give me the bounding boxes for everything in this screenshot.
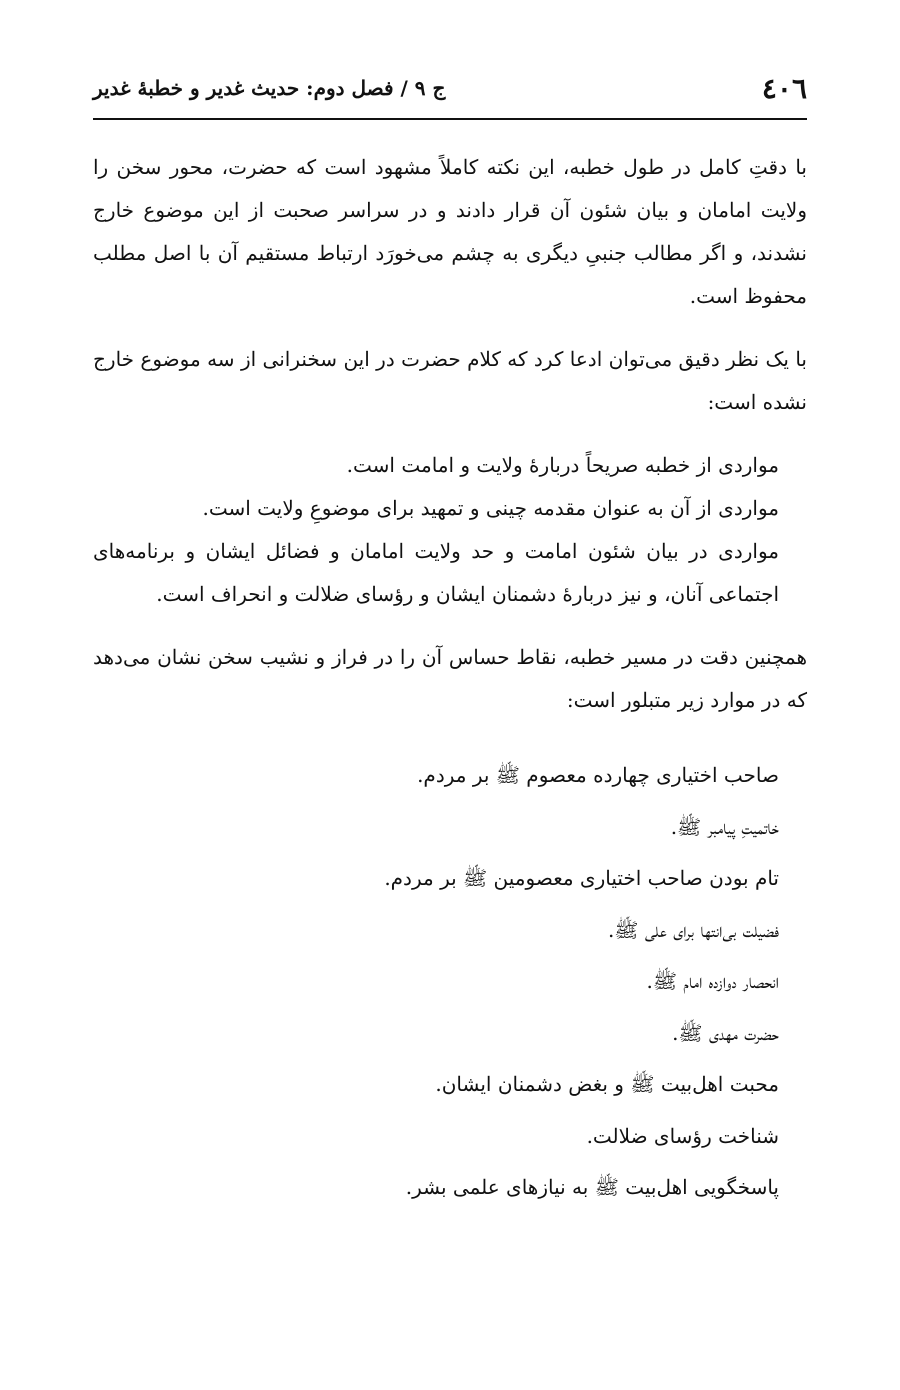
paragraph-key-points: همچنین دقت در مسیر خطبه، نقاط حساس آن را در فراز و نشیب سخن نشان می‌دهد که در موارد زیر متبلور است: — [93, 645, 807, 712]
paragraph-intro: با دقتِ کامل در طول خطبه، این نکته کاملاً مشهود است که حضرت، محور سخن را ولایت امامان و بیان شئون آن قرار دادند و در سراسر صحبت از این موضوع خارج نشدند، و اگر مطالب جنبیِ دیگری به چشم می‌خورَد ارتباط مستقیم آن با اصل مطلب محفوظ است. — [93, 155, 807, 308]
topics-list — [93, 444, 807, 616]
key-point-item: حضرت مهدی ﷺ. — [672, 1020, 779, 1045]
book-page — [93, 0, 807, 1390]
key-point-item: فضیلت بی‌انتها برای علی ﷺ. — [607, 917, 779, 942]
key-point-item: شناخت رؤسای ضلالت. — [586, 1123, 779, 1148]
page-header — [93, 60, 807, 120]
running-title: ج ۹ / فصل دوم: حدیث غدیر و خطبهٔ غدیر — [93, 76, 446, 100]
key-point-item: خاتمیتِ پیامبر ﷺ. — [670, 814, 779, 839]
topic-item: مواردی در بیان شئون امامت و حد ولایت امامان و فضائل ایشان و برنامه‌های اجتماعی آنان، و نیز دربارهٔ دشمنان ایشان و رؤسای ضلالت و انحراف است. — [93, 539, 779, 606]
topic-item: مواردی از خطبه صریحاً دربارهٔ ولایت و امامت است. — [346, 453, 779, 477]
key-point-item: محبت اهل‌بیت ﷺ و بغض دشمنان ایشان. — [435, 1072, 779, 1096]
key-points-list — [93, 750, 807, 1214]
paragraph-three-topics: با یک نظر دقیق می‌توان ادعا کرد که کلام حضرت در این سخنرانی از سه موضوع خارج نشده است: — [93, 347, 807, 414]
page-body — [93, 146, 807, 1214]
key-point-item: پاسخگویی اهل‌بیت ﷺ به نیازهای علمی بشر. — [405, 1175, 779, 1199]
key-point-item: انحصار دوازده امام ﷺ. — [646, 969, 779, 993]
page-number: ٤٠٦ — [761, 72, 807, 105]
topic-item: مواردی از آن به عنوان مقدمه چینی و تمهید برای موضوعِ ولایت است. — [202, 496, 779, 520]
key-point-item: صاحب اختیاری چهارده معصوم ﷺ بر مردم. — [417, 763, 779, 787]
key-point-item: تام بودن صاحب اختیاری معصومین ﷺ بر مردم. — [384, 866, 779, 890]
